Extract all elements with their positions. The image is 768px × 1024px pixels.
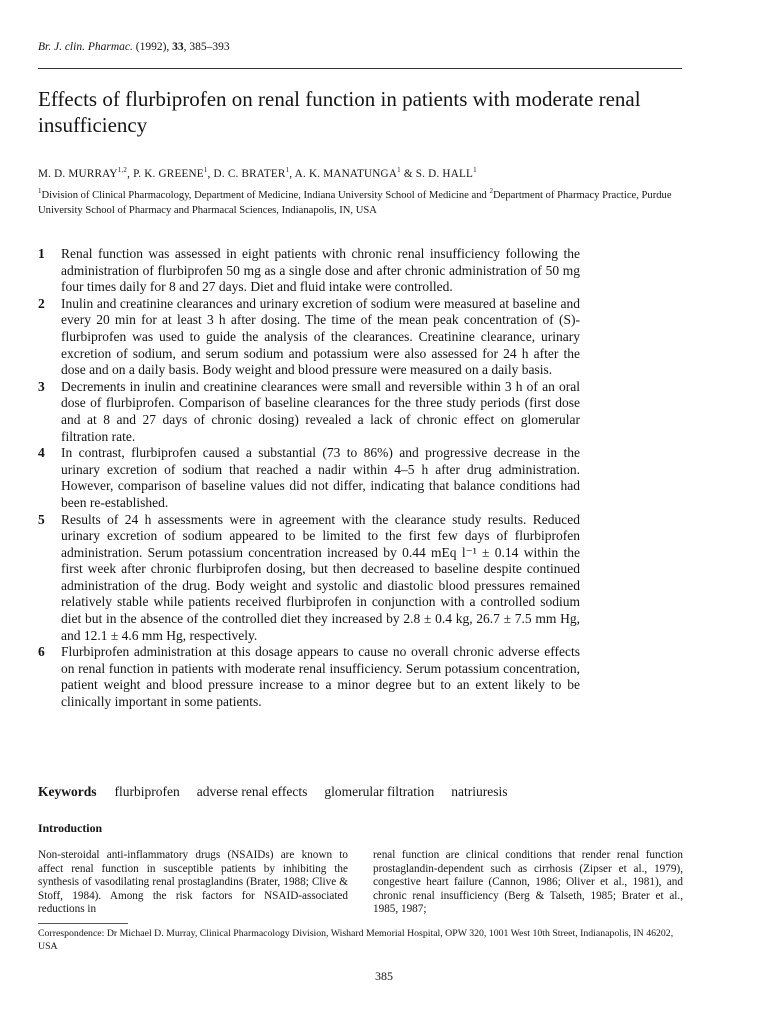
summary-item bbox=[38, 246, 580, 296]
summary-item bbox=[38, 644, 580, 710]
summary-list bbox=[38, 246, 580, 711]
summary-item-text: Results of 24 h assessments were in agreement with the clearance study results. Reduced urinary excretion of sodium appeared to be limited to the first few days of flurbiprofen administration. Serum potassium concentration increased by 0.44 mEq l⁻¹ ± 0.14 within the first week after chronic flurbiprofen dosing, but then decreased to baseline despite continued administration of the drug. Body weight and systolic and diastolic blood pressures remained relatively stable while patients received flurbiprofen in conjunction with a controlled sodium diet but in the absence of the controlled diet they increased by 2.8 ± 0.4 kg, 26.7 ± 7.5 mm Hg, and 12.1 ± 4.6 mm Hg, respectively. bbox=[61, 511, 580, 643]
correspondence-footnote: Correspondence: Dr Michael D. Murray, Clinical Pharmacology Division, Wishard Memorial Hospital, OPW 320, 1001 West 10th Street, Indianapolis, IN 46202, USA bbox=[38, 928, 674, 952]
introduction-right-column: renal function are clinical conditions that render renal function prostaglandin-dependent such as cirrhosis (Zipser et al., 1979), congestive heart failure (Cannon, 1986; Oliver et al., 1981), and chronic renal insufficiency (Berg & Talseth, 1985; Brater et al., 1985, 1987; bbox=[373, 849, 683, 916]
summary-item-number: 4 bbox=[38, 445, 45, 461]
keyword: natriuresis bbox=[451, 784, 508, 799]
author-separator: , bbox=[289, 168, 295, 180]
summary-item bbox=[38, 445, 580, 511]
summary-item-number: 3 bbox=[38, 378, 45, 394]
page-number: 385 bbox=[375, 969, 393, 983]
author-affiliation-mark: 1,2 bbox=[117, 166, 128, 174]
affiliation-mark: 2 bbox=[489, 187, 493, 195]
author-separator: & bbox=[400, 168, 416, 180]
affiliations bbox=[38, 188, 688, 218]
author-separator: , bbox=[127, 168, 134, 180]
author-name: M. D. MURRAY bbox=[38, 168, 118, 180]
author-affiliation-mark: 1 bbox=[203, 166, 208, 174]
summary-item-text: Flurbiprofen administration at this dosage appears to cause no overall chronic adverse effects on renal function in patients with moderate renal insufficiency. Serum potassium concentration, patient weight and blood pressure increase to a minor degree but to an extent likely to be clinically important in some patients. bbox=[61, 644, 580, 710]
summary-item bbox=[38, 296, 580, 379]
summary-item-text: Inulin and creatinine clearances and urinary excretion of sodium were measured at baseline and every 20 min for at least 3 h after dosing. The time of the mean peak concentration of (S)-flurbiprofen was used to guide the analysis of the clearances. Creatinine clearance, urinary excretion of sodium, and serum sodium and potassium were also assessed for 24 h after the dose and on a daily basis. Body weight and blood pressure were measured on a daily basis. bbox=[61, 295, 580, 378]
keyword: flurbiprofen bbox=[114, 784, 180, 799]
author-name: A. K. MANATUNGA bbox=[294, 168, 398, 180]
author bbox=[295, 168, 416, 180]
affiliation-text: Department of Pharmacy Practice, Purdue University School of Pharmacy and Pharmacal Sciences, Indianapolis, IN, USA bbox=[38, 190, 672, 216]
journal-name: Br. J. clin. Pharmac. bbox=[38, 41, 133, 53]
affiliation-text: Division of Clinical Pharmacology, Department of Medicine, Indiana University School of Medicine and bbox=[41, 190, 490, 201]
author-affiliation-mark: 1 bbox=[285, 166, 290, 174]
journal-volume: 33 bbox=[172, 41, 184, 53]
summary-item-number: 5 bbox=[38, 511, 45, 527]
journal-citation bbox=[38, 41, 230, 53]
affiliation-mark: 1 bbox=[38, 187, 42, 195]
author bbox=[133, 168, 213, 180]
summary-item-text: Decrements in inulin and creatinine clearances were small and reversible within 3 h of an oral dose of flurbiprofen. Comparison of baseline clearances for the three study periods (first dose and at 8 and 27 days of chronic dosing) revealed a lack of chronic effect on glomerular filtration rate. bbox=[61, 378, 580, 444]
author-name: D. C. BRATER bbox=[213, 168, 286, 180]
journal-pages: , 385–393 bbox=[183, 41, 230, 53]
author-separator: , bbox=[207, 168, 214, 180]
keywords-line bbox=[38, 784, 525, 800]
summary-item-number: 2 bbox=[38, 295, 45, 311]
footnote-rule bbox=[38, 923, 128, 924]
introduction-left-column: Non-steroidal anti-inflammatory drugs (NSAIDs) are known to affect renal function in susceptible patients by inhibiting the synthesis of vasodilating renal prostaglandins (Brater, 1988; Clive & Stoff, 1984). Among the risk factors for NSAID-associated reductions in bbox=[38, 849, 348, 916]
header-rule bbox=[38, 68, 682, 69]
author-affiliation-mark: 1 bbox=[473, 166, 477, 174]
summary-item bbox=[38, 379, 580, 445]
introduction-heading: Introduction bbox=[38, 821, 103, 835]
keyword: adverse renal effects bbox=[196, 784, 308, 799]
summary-item-number: 6 bbox=[38, 644, 45, 660]
keywords-label: Keywords bbox=[38, 784, 97, 799]
author-name: S. D. HALL bbox=[415, 168, 474, 180]
author bbox=[214, 168, 295, 180]
author-affiliation-mark: 1 bbox=[397, 166, 401, 174]
author-list bbox=[38, 168, 477, 180]
keyword: glomerular filtration bbox=[324, 784, 435, 799]
summary-item bbox=[38, 512, 580, 645]
author bbox=[38, 168, 133, 180]
summary-item-number: 1 bbox=[38, 246, 45, 261]
summary-item-text: Renal function was assessed in eight patients with chronic renal insufficiency following the administration of flurbiprofen 50 mg as a single dose and after chronic administration of 50 mg four times daily for 8 and 27 days. Diet and fluid intake were controlled. bbox=[61, 246, 580, 295]
summary-item-text: In contrast, flurbiprofen caused a substantial (73 to 86%) and progressive decrease in the urinary excretion of sodium that reached a nadir within 4–5 h after drug administration. However, comparison of baseline values did not differ, indicating that balance conditions had been re-established. bbox=[61, 445, 580, 510]
author-name: P. K. GREENE bbox=[133, 168, 204, 180]
author bbox=[416, 168, 477, 180]
article-title: Effects of flurbiprofen on renal function in patients with moderate renal insufficiency bbox=[38, 87, 641, 137]
journal-year: (1992), bbox=[132, 41, 173, 53]
